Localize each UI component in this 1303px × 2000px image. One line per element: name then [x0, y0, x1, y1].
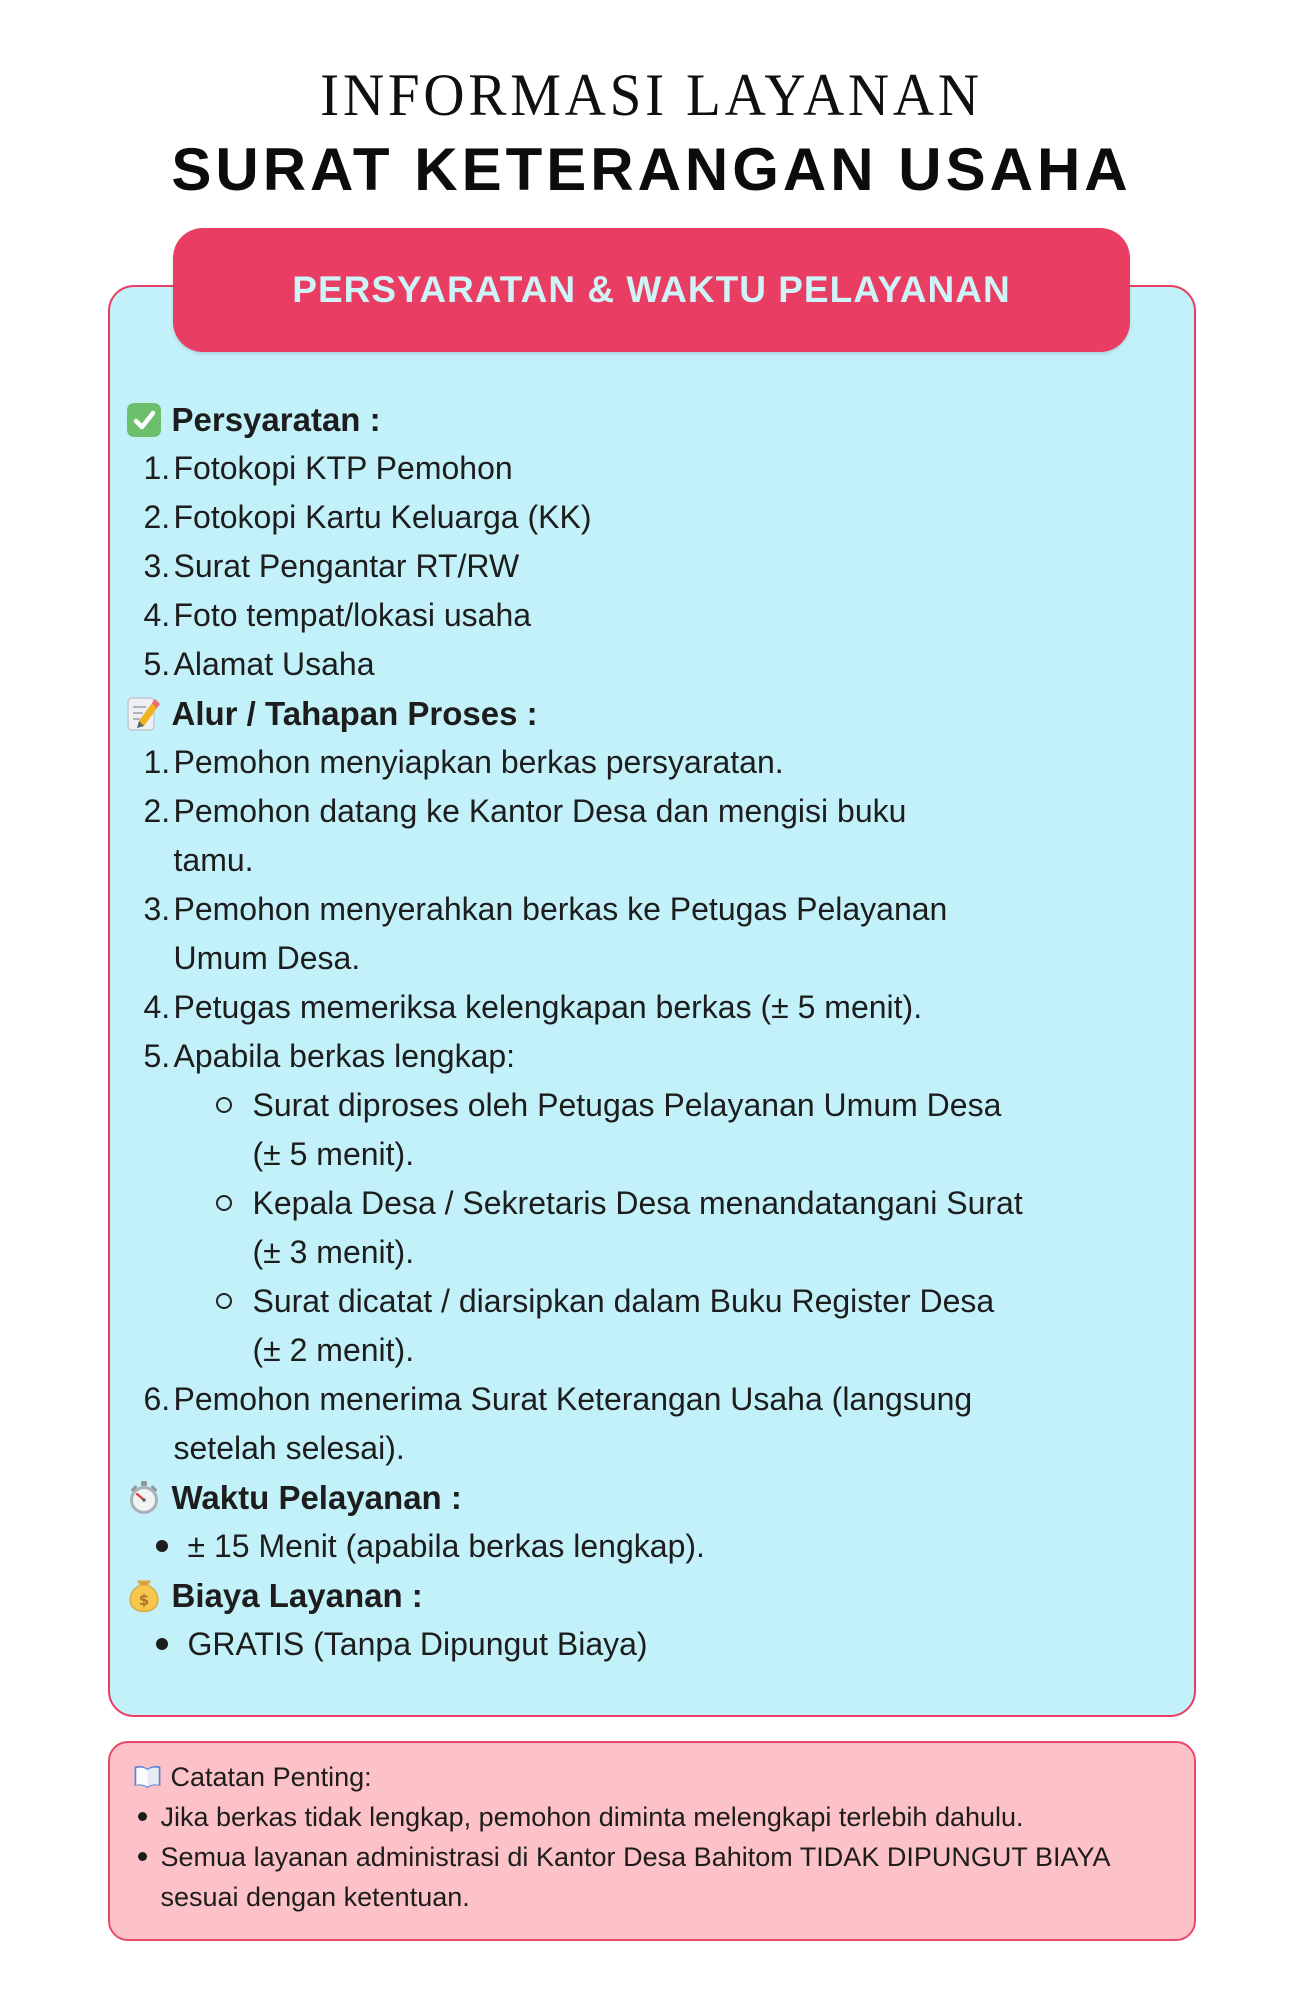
list-item — [144, 1032, 1164, 1081]
item-text: ± 15 Menit (apabila berkas lengkap). — [187, 1528, 705, 1564]
item-text: Pemohon menyerahkan berkas ke Petugas Pelayanan Umum Desa. — [173, 891, 948, 976]
list-item — [144, 1375, 1164, 1473]
sub-item-text: Kepala Desa / Sekretaris Desa menandatangani Surat (± 3 menit). — [252, 1185, 1023, 1270]
memo-icon — [126, 696, 162, 732]
item-number: 3. — [143, 548, 171, 584]
section-header — [126, 1571, 1164, 1620]
item-text: Pemohon datang ke Kantor Desa dan mengisi buku tamu. — [173, 793, 907, 878]
item-text: Apabila berkas lengkap: — [173, 1038, 516, 1074]
stopwatch-icon — [126, 1480, 162, 1516]
note-list-item — [132, 1797, 1154, 1837]
item-number: 1. — [143, 450, 171, 486]
item-number: 6. — [143, 1381, 171, 1417]
list-item — [144, 787, 1164, 885]
moneybag-icon — [126, 1578, 162, 1614]
banner-label: PERSYARATAN & WAKTU PELAYANAN — [292, 269, 1011, 310]
bullet-dot — [156, 1540, 168, 1552]
list-item — [144, 983, 1164, 1032]
section-title: Alur / Tahapan Proses : — [171, 695, 538, 732]
section-header — [126, 1473, 1164, 1522]
poster-header — [0, 0, 1303, 204]
bullet-dot — [138, 1812, 147, 1821]
page-subtitle: SURAT KETERANGAN USAHA — [171, 136, 1132, 203]
svg-text:$: $ — [138, 1590, 149, 1609]
item-text: Foto tempat/lokasi usaha — [173, 597, 532, 633]
item-text: GRATIS (Tanpa Dipungut Biaya) — [187, 1626, 648, 1662]
list-item — [144, 493, 1164, 542]
circle-bullet — [216, 1097, 232, 1113]
page-title: INFORMASI LAYANAN — [320, 62, 983, 128]
section-header — [126, 689, 1164, 738]
list-item — [148, 1522, 1164, 1571]
circle-bullet — [216, 1195, 232, 1211]
note-item-text: Semua layanan administrasi di Kantor Desa Bahitom TIDAK DIPUNGUT BIAYA sesuai dengan ketentuan. — [160, 1842, 1111, 1912]
bullet-dot — [138, 1852, 147, 1861]
list-item — [144, 885, 1164, 983]
item-number: 5. — [143, 646, 171, 682]
list-item — [144, 738, 1164, 787]
sub-list-item — [216, 1081, 1164, 1179]
important-notes-box — [108, 1741, 1196, 1941]
item-text: Fotokopi KTP Pemohon — [173, 450, 513, 486]
list-item — [144, 444, 1164, 493]
list-item — [144, 640, 1164, 689]
note-item-text: Jika berkas tidak lengkap, pemohon diminta melengkapi terlebih dahulu. — [160, 1802, 1024, 1832]
item-number: 4. — [143, 597, 171, 633]
item-number: 3. — [143, 891, 171, 927]
sub-list-item — [216, 1277, 1164, 1375]
item-text: Petugas memeriksa kelengkapan berkas (± 5 menit). — [173, 989, 923, 1025]
item-text: Pemohon menerima Surat Keterangan Usaha (langsung setelah selesai). — [173, 1381, 973, 1466]
note-list-item — [132, 1837, 1154, 1917]
item-number: 4. — [143, 989, 171, 1025]
list-item — [148, 1620, 1164, 1669]
section-title: Persyaratan : — [171, 401, 381, 438]
item-number: 2. — [143, 499, 171, 535]
item-text: Surat Pengantar RT/RW — [173, 548, 520, 584]
item-text: Alamat Usaha — [173, 646, 375, 682]
note-header — [132, 1757, 1154, 1797]
circle-bullet — [216, 1293, 232, 1309]
section-title: Waktu Pelayanan : — [171, 1479, 462, 1516]
list-item — [144, 542, 1164, 591]
section-title: Biaya Layanan : — [171, 1577, 423, 1614]
note-title: Catatan Penting: — [170, 1762, 372, 1792]
book-icon — [132, 1762, 163, 1793]
bullet-dot — [156, 1638, 168, 1650]
sub-item-text: Surat diproses oleh Petugas Pelayanan Umum Desa (± 5 menit). — [252, 1087, 1002, 1172]
note-list — [132, 1797, 1154, 1917]
section-header — [126, 395, 1164, 444]
requirements-panel — [108, 285, 1196, 1717]
item-text: Pemohon menyiapkan berkas persyaratan. — [173, 744, 784, 780]
check-icon — [126, 402, 162, 438]
sub-list-item — [216, 1179, 1164, 1277]
item-text: Fotokopi Kartu Keluarga (KK) — [173, 499, 592, 535]
item-number: 2. — [143, 793, 171, 829]
item-number: 5. — [143, 1038, 171, 1074]
section-banner — [173, 228, 1130, 352]
list-item — [144, 591, 1164, 640]
sub-item-text: Surat dicatat / diarsipkan dalam Buku Register Desa (± 2 menit). — [252, 1283, 995, 1368]
item-number: 1. — [143, 744, 171, 780]
